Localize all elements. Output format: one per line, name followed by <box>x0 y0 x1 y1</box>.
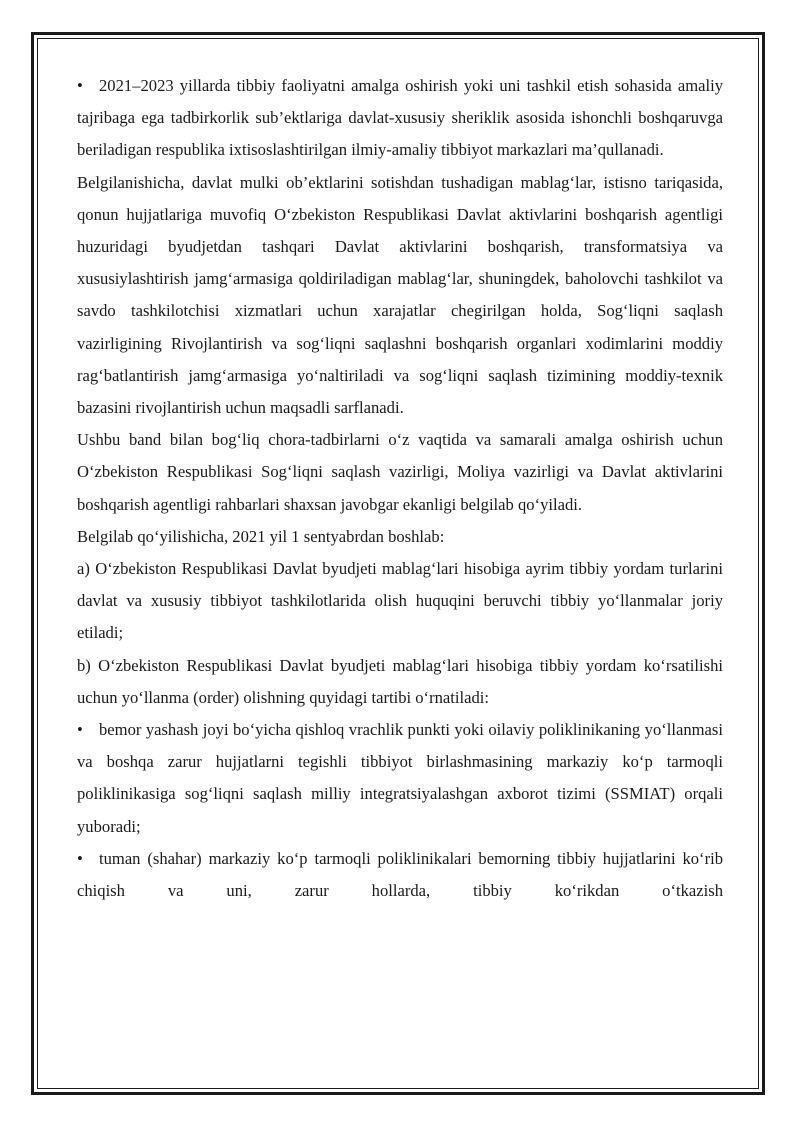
paragraph-text: a) O‘zbekiston Respublikasi Davlat byudjeti mablag‘lari hisobiga ayrim tibbiy yordam turlarini davlat va xususiy tibbiyot tashkilotlarida olish huquqini beruvchi tibbiy yo‘llanmalar joriy etiladi; <box>77 559 723 643</box>
paragraph-responsibility <box>77 424 723 521</box>
bullet-mark: • <box>77 848 83 868</box>
paragraph-bullet-district-polyclinics <box>77 843 723 907</box>
paragraph-start-date <box>77 521 723 553</box>
paragraph-state-property-funds <box>77 167 723 425</box>
paragraph-text: bemor yashash joyi bo‘yicha qishloq vrachlik punkti yoki oilaviy poliklinikaning yo‘llanmasi va boshqa zarur hujjatlarni tegishli tibbiyot birlashmasining markaziy ko‘p tarmoqli poliklinikasiga sog‘liqni saqlash milliy integratsiyalashgan axborot tizimi (SSMIAT) orqali yuboradi; <box>77 720 723 836</box>
bullet-mark: • <box>77 76 83 95</box>
paragraph-text: Belgilab qo‘yilishicha, 2021 yil 1 sentyabrdan boshlab: <box>77 526 445 546</box>
paragraph-item-b <box>77 650 723 714</box>
document-body <box>77 70 723 907</box>
bullet-mark: • <box>77 720 83 740</box>
paragraph-text: 2021–2023 yillarda tibbiy faoliyatni amalga oshirish yoki uni tashkil etish sohasida amaliy tajribaga ega tadbirkorlik sub’ektlariga davlat-xususiy sheriklik asosida ishonchli boshqaruvga beriladigan respublika ixtisoslashtirilgan ilmiy-amaliy tibbiyot markazlari ma’qullanadi. <box>77 76 723 160</box>
paragraph-bullet-ppp-centers <box>77 70 723 167</box>
paragraph-text: b) O‘zbekiston Respublikasi Davlat byudjeti mablag‘lari hisobiga tibbiy yordam ko‘rsatilishi uchun yo‘llanma (order) olishning quyidagi tartibi o‘rnatiladi: <box>77 655 723 707</box>
paragraph-item-a <box>77 553 723 650</box>
paragraph-text: Ushbu band bilan bog‘liq chora-tadbirlarni o‘z vaqtida va samarali amalga oshirish uchun O‘zbekiston Respublikasi Sog‘liqni saqlash vazirligi, Moliya vazirligi va Davlat aktivlarini boshqarish agentligi rahbarlari shaxsan javobgar ekanligi belgilab qo‘yiladi. <box>77 430 723 514</box>
paragraph-bullet-patient-referral <box>77 714 723 843</box>
paragraph-text: Belgilanishicha, davlat mulki ob’ektlarini sotishdan tushadigan mablag‘lar, istisno tariqasida, qonun hujjatlariga muvofiq O‘zbekiston Respublikasi Davlat aktivlarini boshqarish agentligi huzuridagi byudjetdan tashqari Davlat aktivlarini boshqarish, transformatsiya va xususiylashtirish jamg‘armasiga qoldiriladigan mablag‘lar, shuningdek, baholovchi tashkilot va savdo tashkilotchisi xizmatlari uchun xarajatlar chegirilgan holda, Sog‘liqni saqlash vazirligining Rivojlantirish va sog‘liqni saqlashni boshqarish organlari xodimlarini moddiy rag‘batlantirish jamg‘armasiga yo‘naltiriladi va sog‘liqni saqlash tizimining moddiy-texnik bazasini rivojlantirish uchun maqsadli sarflanadi. <box>77 172 723 418</box>
paragraph-text: tuman (shahar) markaziy ko‘p tarmoqli poliklinikalari bemorning tibbiy hujjatlarini ko‘rib chiqish va uni, zarur hollarda, tibbiy ko‘rikdan o‘tkazish <box>77 848 723 901</box>
